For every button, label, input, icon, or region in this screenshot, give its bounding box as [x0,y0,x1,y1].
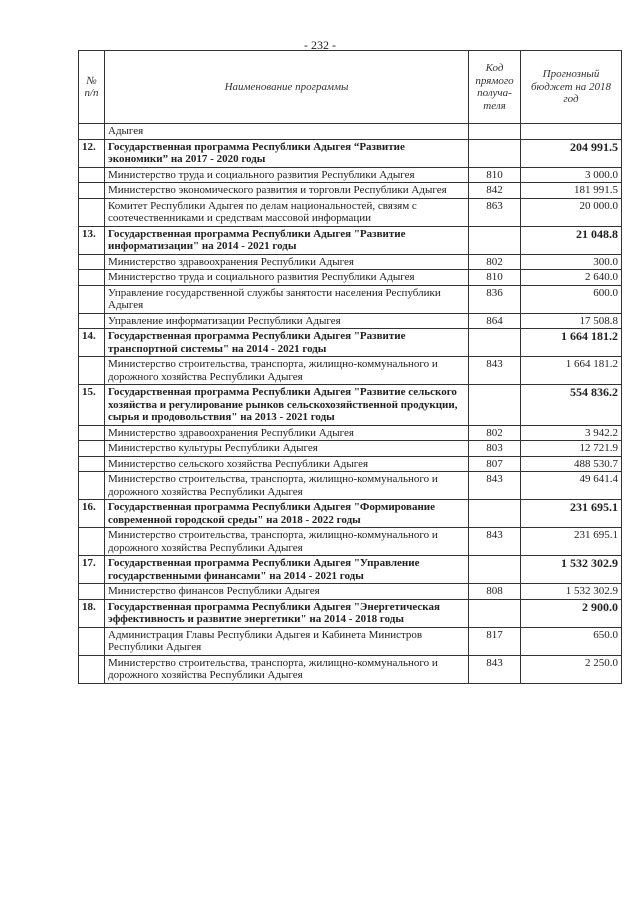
recipient-name: Министерство здравоохранения Республики Адыгея [105,425,469,441]
program-row [79,599,622,627]
program-code [469,226,521,254]
program-number: 17. [79,556,105,584]
recipient-code: 808 [469,584,521,600]
program-total: 2 900.0 [521,599,622,627]
program-title: Государственная программа Республики Адыгея "Развитие информатизации" на 2014 - 2021 годы [105,226,469,254]
recipient-amount: 49 641.4 [521,472,622,500]
program-row [79,500,622,528]
recipient-amount: 3 942.2 [521,425,622,441]
recipient-amount: 231 695.1 [521,528,622,556]
recipient-name: Управление информатизации Республики Адыгея [105,313,469,329]
budget-table [78,50,622,684]
recipient-name: Министерство культуры Республики Адыгея [105,441,469,457]
program-number: 12. [79,139,105,167]
recipient-code: 864 [469,313,521,329]
recipient-row [79,198,622,226]
recipient-num-empty [79,441,105,457]
program-code [469,599,521,627]
recipient-code: 863 [469,198,521,226]
program-total: 554 836.2 [521,385,622,426]
recipient-name: Комитет Республики Адыгея по делам национальностей, связям с соотечественниками и средствам массовой информации [105,198,469,226]
recipient-amount: 300.0 [521,254,622,270]
recipient-code: 803 [469,441,521,457]
cell-code [469,124,521,140]
program-code [469,139,521,167]
recipient-row [79,270,622,286]
program-total: 204 991.5 [521,139,622,167]
recipient-code: 802 [469,254,521,270]
recipient-name: Министерство экономического развития и торговли Республики Адыгея [105,183,469,199]
recipient-code: 807 [469,456,521,472]
program-title: Государственная программа Республики Адыгея "Развитие сельского хозяйства и регулирование рынков сельскохозяйственной продукции, сырья и продовольствия" на 2013 - 2021 годы [105,385,469,426]
recipient-num-empty [79,285,105,313]
recipient-code: 843 [469,472,521,500]
recipient-num-empty [79,313,105,329]
program-title: Государственная программа Республики Адыгея "Управление государственными финансами" на 2014 - 2021 годы [105,556,469,584]
recipient-name: Управление государственной службы занятости населения Республики Адыгея [105,285,469,313]
recipient-amount: 181 991.5 [521,183,622,199]
program-code [469,500,521,528]
recipient-num-empty [79,357,105,385]
program-number: 16. [79,500,105,528]
recipient-amount: 600.0 [521,285,622,313]
program-number: 13. [79,226,105,254]
recipient-code: 802 [469,425,521,441]
recipient-code: 843 [469,528,521,556]
continuation-row [79,124,622,140]
recipient-row [79,167,622,183]
recipient-num-empty [79,584,105,600]
recipient-amount: 3 000.0 [521,167,622,183]
recipient-row [79,183,622,199]
recipient-num-empty [79,270,105,286]
recipient-row [79,425,622,441]
recipient-row [79,456,622,472]
page-number: - 232 - [304,38,336,52]
program-code [469,385,521,426]
recipient-amount: 12 721.9 [521,441,622,457]
recipient-num-empty [79,627,105,655]
program-title: Государственная программа Республики Адыгея "Энергетическая эффективность и развитие энергетики" на 2014 - 2018 годы [105,599,469,627]
recipient-amount: 650.0 [521,627,622,655]
recipient-amount: 488 530.7 [521,456,622,472]
recipient-num-empty [79,167,105,183]
recipient-row [79,472,622,500]
cell-num [79,124,105,140]
table-header-row [79,51,622,124]
recipient-num-empty [79,183,105,199]
program-title: Государственная программа Республики Адыгея "Формирование современной городской среды" на 2018 - 2022 годы [105,500,469,528]
recipient-num-empty [79,198,105,226]
recipient-name: Министерство строительства, транспорта, жилищно-коммунального и дорожного хозяйства Республики Адыгея [105,528,469,556]
program-row [79,329,622,357]
recipient-name: Министерство сельского хозяйства Республики Адыгея [105,456,469,472]
recipient-row [79,528,622,556]
program-title: Государственная программа Республики Адыгея “Развитие экономики” на 2017 - 2020 годы [105,139,469,167]
table-body [79,124,622,684]
recipient-row [79,655,622,683]
program-code [469,329,521,357]
cell-budget [521,124,622,140]
recipient-num-empty [79,472,105,500]
recipient-name: Министерство финансов Республики Адыгея [105,584,469,600]
program-total: 1 532 302.9 [521,556,622,584]
recipient-amount: 2 250.0 [521,655,622,683]
header-name: Наименование программы [105,51,469,124]
recipient-code: 836 [469,285,521,313]
program-number: 18. [79,599,105,627]
recipient-row [79,313,622,329]
recipient-amount: 20 000.0 [521,198,622,226]
recipient-code: 843 [469,655,521,683]
recipient-name: Министерство труда и социального развития Республики Адыгея [105,270,469,286]
recipient-name: Министерство строительства, транспорта, жилищно-коммунального и дорожного хозяйства Республики Адыгея [105,655,469,683]
recipient-code: 817 [469,627,521,655]
recipient-row [79,285,622,313]
recipient-num-empty [79,655,105,683]
header-code: Код прямого получа-теля [469,51,521,124]
recipient-num-empty [79,528,105,556]
program-total: 231 695.1 [521,500,622,528]
recipient-name: Министерство труда и социального развития Республики Адыгея [105,167,469,183]
recipient-row [79,357,622,385]
recipient-row [79,627,622,655]
program-number: 14. [79,329,105,357]
recipient-amount: 2 640.0 [521,270,622,286]
recipient-amount: 17 508.8 [521,313,622,329]
header-budget: Прогнозный бюджет на 2018 год [521,51,622,124]
recipient-code: 843 [469,357,521,385]
header-num: № п/п [79,51,105,124]
recipient-code: 842 [469,183,521,199]
recipient-code: 810 [469,167,521,183]
recipient-name: Министерство строительства, транспорта, жилищно-коммунального и дорожного хозяйства Республики Адыгея [105,472,469,500]
recipient-row [79,254,622,270]
program-title: Государственная программа Республики Адыгея "Развитие транспортной системы" на 2014 - 2021 годы [105,329,469,357]
recipient-num-empty [79,456,105,472]
program-row [79,139,622,167]
program-row [79,226,622,254]
program-code [469,556,521,584]
recipient-row [79,584,622,600]
recipient-num-empty [79,425,105,441]
recipient-name: Администрация Главы Республики Адыгея и Кабинета Министров Республики Адыгея [105,627,469,655]
program-total: 1 664 181.2 [521,329,622,357]
recipient-name: Министерство строительства, транспорта, жилищно-коммунального и дорожного хозяйства Республики Адыгея [105,357,469,385]
recipient-num-empty [79,254,105,270]
program-total: 21 048.8 [521,226,622,254]
program-row [79,556,622,584]
continuation-text: Адыгея [105,124,469,140]
recipient-row [79,441,622,457]
recipient-amount: 1 664 181.2 [521,357,622,385]
recipient-code: 810 [469,270,521,286]
recipient-amount: 1 532 302.9 [521,584,622,600]
program-row [79,385,622,426]
recipient-name: Министерство здравоохранения Республики Адыгея [105,254,469,270]
program-number: 15. [79,385,105,426]
